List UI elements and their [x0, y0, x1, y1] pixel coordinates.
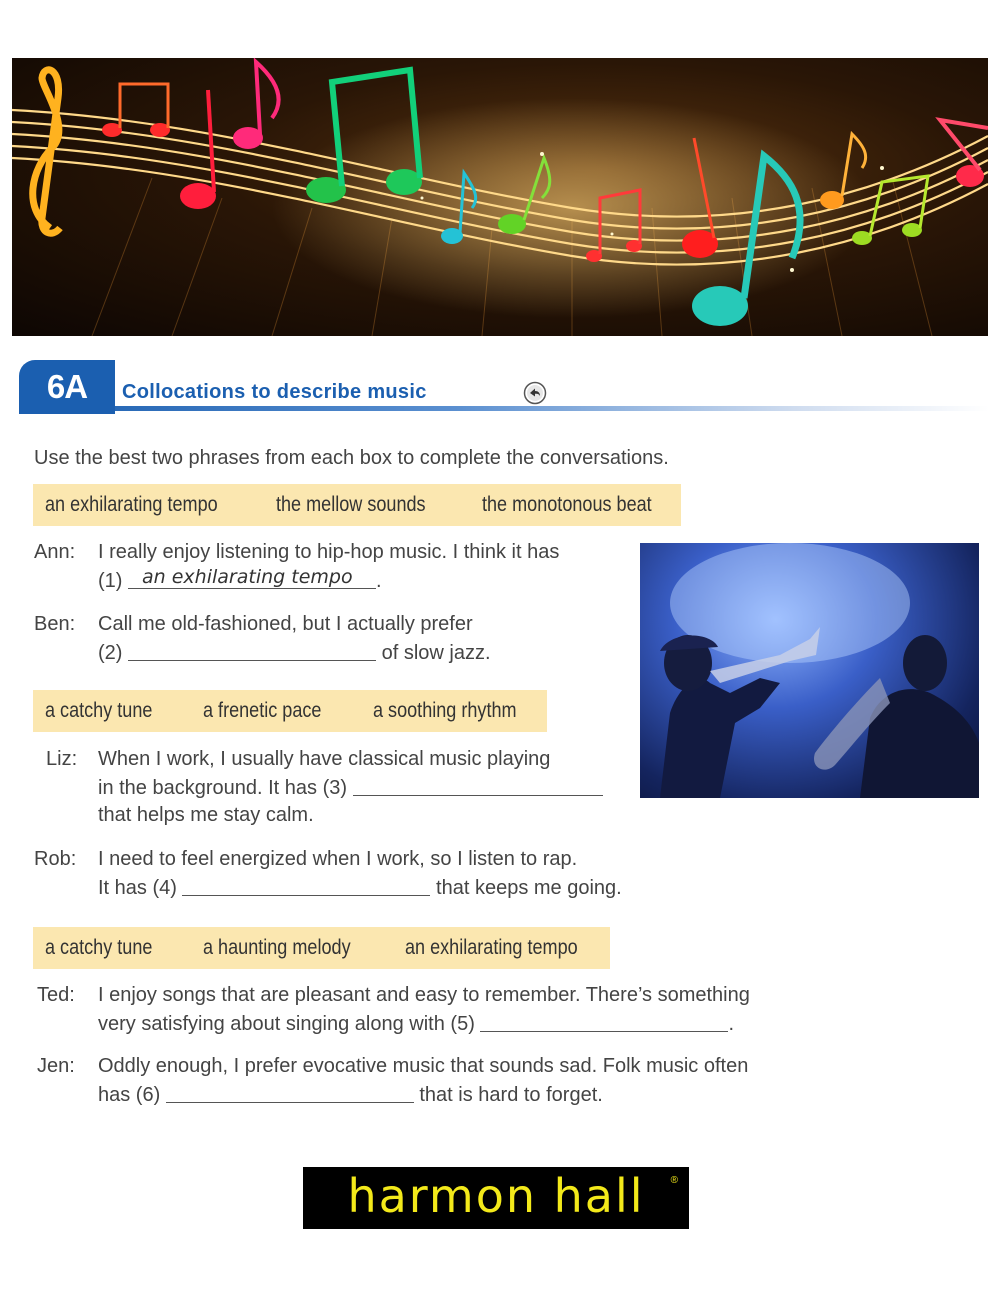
- dialogue-line: Oddly enough, I prefer evocative music that sounds sad. Folk music often: [98, 1055, 749, 1077]
- speaker-ann: Ann:: [34, 541, 76, 563]
- answer-text: an exhilarating tempo: [142, 566, 353, 588]
- blank-number: (1): [98, 570, 123, 592]
- speaker-jen: Jen:: [37, 1055, 75, 1077]
- dialogue-line: I enjoy songs that are pleasant and easy to remember. There’s something: [98, 984, 750, 1006]
- answer-blank-1[interactable]: [128, 568, 376, 589]
- section-number-badge: [19, 360, 115, 414]
- speaker-rob: Rob:: [34, 848, 77, 870]
- phrase-option: a frenetic pace: [203, 699, 322, 722]
- jazz-musicians-photo: [640, 543, 979, 798]
- dialogue-text: very satisfying about singing along with (5): [98, 1013, 475, 1035]
- logo-text: harmon hall: [347, 1169, 645, 1223]
- dialogue-line: I need to feel energized when I work, so I listen to rap.: [98, 848, 578, 870]
- music-notes-illustration: [12, 58, 988, 336]
- dialogue-line: that helps me stay calm.: [98, 804, 314, 826]
- phrase-option: an exhilarating tempo: [405, 936, 578, 959]
- dialogue-line: [98, 566, 382, 595]
- section-title: Collocations to describe music: [122, 381, 427, 403]
- phrase-option: an exhilarating tempo: [45, 493, 218, 516]
- registered-mark: ®: [670, 1175, 678, 1186]
- musicians-silhouette: [640, 543, 979, 798]
- sentence-end: .: [376, 570, 382, 592]
- dialogue-line: [98, 1009, 734, 1038]
- phrase-box-3: [33, 927, 610, 969]
- speaker-ben: Ben:: [34, 613, 76, 635]
- dialogue-text: of slow jazz.: [381, 642, 491, 664]
- phrase-option: a soothing rhythm: [373, 699, 517, 722]
- harmon-hall-logo: [303, 1167, 689, 1229]
- phrase-option: a catchy tune: [45, 936, 153, 959]
- answer-blank-6[interactable]: [166, 1082, 414, 1103]
- phrase-box-1: [33, 484, 681, 526]
- dialogue-text: in the background. It has (3): [98, 777, 348, 799]
- phrase-option: a catchy tune: [45, 699, 153, 722]
- dialogue-text: that keeps me going.: [436, 877, 622, 899]
- answer-blank-5[interactable]: [480, 1011, 728, 1032]
- phrase-option: the mellow sounds: [276, 493, 426, 516]
- dialogue-text: that is hard to forget.: [419, 1084, 603, 1106]
- dialogue-line: [98, 873, 622, 902]
- dialogue-line: Call me old-fashioned, but I actually prefer: [98, 613, 473, 635]
- section-number: 6A: [46, 368, 88, 405]
- instructions: Use the best two phrases from each box to complete the conversations.: [34, 447, 669, 469]
- dialogue-text: It has (4): [98, 877, 177, 899]
- phrase-option: a haunting melody: [203, 936, 351, 959]
- dialogue-text: has (6): [98, 1084, 161, 1106]
- dialogue-line: [98, 773, 603, 802]
- dialogue-line: I really enjoy listening to hip-hop music. I think it has: [98, 541, 560, 563]
- speaker-liz: Liz:: [46, 748, 78, 770]
- answer-blank-4[interactable]: [182, 875, 430, 896]
- answer-blank-2[interactable]: [128, 640, 376, 661]
- speaker-ted: Ted:: [37, 984, 75, 1006]
- audio-play-icon[interactable]: [523, 381, 547, 405]
- phrase-box-2: [33, 690, 547, 732]
- dialogue-line: [98, 638, 491, 667]
- dialogue-line: [98, 1080, 603, 1109]
- music-banner-image: [12, 58, 988, 336]
- answer-blank-3[interactable]: [353, 775, 603, 796]
- dialogue-line: When I work, I usually have classical music playing: [98, 748, 551, 770]
- blank-number: (2): [98, 642, 123, 664]
- sentence-end: .: [728, 1013, 734, 1035]
- phrase-option: the monotonous beat: [482, 493, 652, 516]
- heading-underline: [19, 406, 989, 411]
